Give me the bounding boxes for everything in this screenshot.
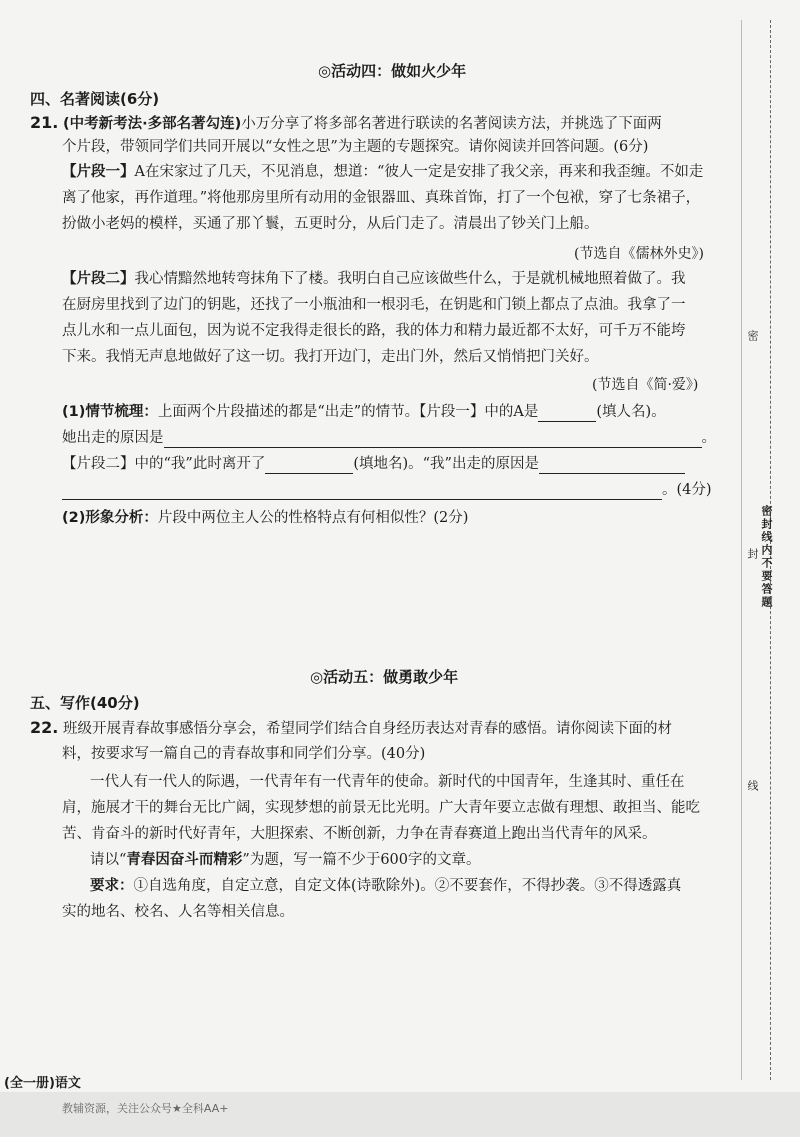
- footer-book: (全一册)语文: [4, 1076, 81, 1091]
- margin-feng: 封: [746, 548, 759, 561]
- q21-intro-2: 个片段，带领同学们共同开展以“女性之思”为主题的专题探究。请你阅读并回答问题。(6分): [62, 139, 649, 155]
- margin-mi: 密: [746, 330, 759, 343]
- sub2-label: (2)形象分析：: [62, 510, 158, 526]
- fragment-2-source: (节选自《简·爱》): [592, 377, 699, 393]
- q21-intro-line-1: [30, 113, 662, 134]
- requirement-line-1: [90, 876, 681, 896]
- sub2-line: [62, 508, 468, 528]
- sub2-text: 片段中两位主人公的性格特点有何相似性？(2分): [157, 510, 469, 526]
- q22-line-1: [30, 718, 672, 739]
- sub1-text-b: 她出走的原因是: [62, 430, 164, 446]
- requirement-text-1: ①自选角度，自定立意，自定文体(诗歌除外)。②不要套作，不得抄袭。③不得透露真: [133, 878, 682, 894]
- sub1-line-4: [62, 480, 712, 500]
- essay-title: 青春因奋斗而精彩: [126, 852, 243, 868]
- fragment-2-line-3: 点儿水和一点儿面包，因为说不定我得走很长的路，我的体力和精力最近都不太好，可千万不能垮: [62, 323, 686, 339]
- fragment-1-text-1: A在宋家过了几天，不见消息，想道：“彼人一定是安排了我父亲，再来和我歪缠。不如走: [134, 164, 704, 180]
- requirement-line-2: 实的地名、校名、人名等相关信息。: [62, 904, 294, 920]
- material-line-3: 苦、肯奋斗的新时代好青年，大胆探索、不断创新，力争在青春赛道上跑出当代青年的风采。: [62, 826, 657, 842]
- fragment-2-line-2: 在厨房里找到了边门的钥匙，还找了一小瓶油和一根羽毛，在钥匙和门锁上都点了点油。我拿了一: [62, 297, 686, 313]
- sub2-answer-area[interactable]: [62, 535, 722, 655]
- section-5-title: 五、写作(40分): [30, 694, 140, 712]
- sub1-line-3: [62, 454, 685, 474]
- activity-5-title: ◎活动五：做勇敢少年: [310, 668, 459, 686]
- fragment-2-line-4: 下来。我悄无声息地做好了这一切。我打开边门，走出门外，然后又悄悄把门关好。: [62, 349, 599, 365]
- requirement-label: 要求：: [90, 878, 134, 894]
- q22-line-2: 料，按要求写一篇自己的青春故事和同学们分享。(40分): [62, 746, 426, 762]
- sub1-text-d-end: 。(4分): [662, 482, 712, 498]
- margin-border: [741, 20, 742, 1080]
- answer-blank-place[interactable]: [265, 457, 353, 474]
- q21-number: 21.: [30, 113, 59, 132]
- answer-blank-reason-2a[interactable]: [539, 457, 685, 474]
- prompt-b: ”为题，写一篇不少于600字的文章。: [242, 852, 481, 868]
- q21-tag: (中考新考法·多部名著勾连): [62, 116, 242, 132]
- section-4-title: 四、名著阅读(6分): [30, 90, 160, 108]
- answer-blank-reason-2b[interactable]: [62, 483, 662, 500]
- answer-blank-name[interactable]: [538, 405, 596, 422]
- fragment-1-line-3: 扮做小老妈的模样，买通了那丫鬟，五更时分，从后门走了。清晨出了钞关门上船。: [62, 216, 599, 232]
- sub1-text-a: 上面两个片段描述的都是“出走”的情节。【片段一】中的A是: [157, 404, 539, 420]
- prompt-line: [90, 850, 481, 870]
- fragment-1-line-2: 离了他家，再作道理。”将他那房里所有动用的金银器皿、真珠首饰，打了一个包袱，穿了七条裙子，: [62, 190, 701, 206]
- margin-notice: 密封线内不要答题: [760, 505, 773, 609]
- prompt-a: 请以“: [90, 852, 127, 868]
- fragment-2-label: 【片段二】: [62, 271, 135, 287]
- sub1-hint-c: (填地名)。“我”出走的原因是: [353, 456, 539, 472]
- sub1-hint-a: (填人名)。: [596, 404, 666, 420]
- margin-xian: 线: [746, 780, 759, 793]
- q21-intro-1: 小万分享了将多部名著进行联读的名著阅读方法，并挑选了下面两: [241, 116, 662, 132]
- sub1-text-c: 【片段二】中的“我”此时离开了: [62, 456, 266, 472]
- sub1-label: (1)情节梳理：: [62, 404, 158, 420]
- sub1-text-b-end: 。: [701, 430, 716, 446]
- fragment-1-label: 【片段一】: [62, 164, 135, 180]
- fragment-2-line-1: [62, 269, 686, 289]
- fragment-1-source: (节选自《儒林外史》): [574, 246, 704, 262]
- activity-4-title: ◎活动四：做如火少年: [318, 62, 467, 80]
- sub1-line-1: [62, 402, 666, 422]
- footer-promo: 教辅资源，关注公众号★全科AA+: [62, 1102, 229, 1115]
- q22-number: 22.: [30, 718, 59, 737]
- answer-blank-reason-1[interactable]: [164, 431, 702, 448]
- fragment-1-line-1: [62, 162, 703, 182]
- sub1-line-2: [62, 428, 716, 448]
- material-line-2: 肩，施展才干的舞台无比广阔，实现梦想的前景无比光明。广大青年要立志做有理想、敢担当、能吃: [62, 800, 700, 816]
- q22-text-1: 班级开展青春故事感悟分享会，希望同学们结合自身经历表达对青春的感悟。请你阅读下面的材: [62, 721, 672, 737]
- material-line-1: 一代人有一代人的际遇，一代青年有一代青年的使命。新时代的中国青年，生逢其时、重任在: [90, 774, 685, 790]
- fragment-2-text-1: 我心情黯然地转弯抹角下了楼。我明白自己应该做些什么，于是就机械地照着做了。我: [134, 271, 686, 287]
